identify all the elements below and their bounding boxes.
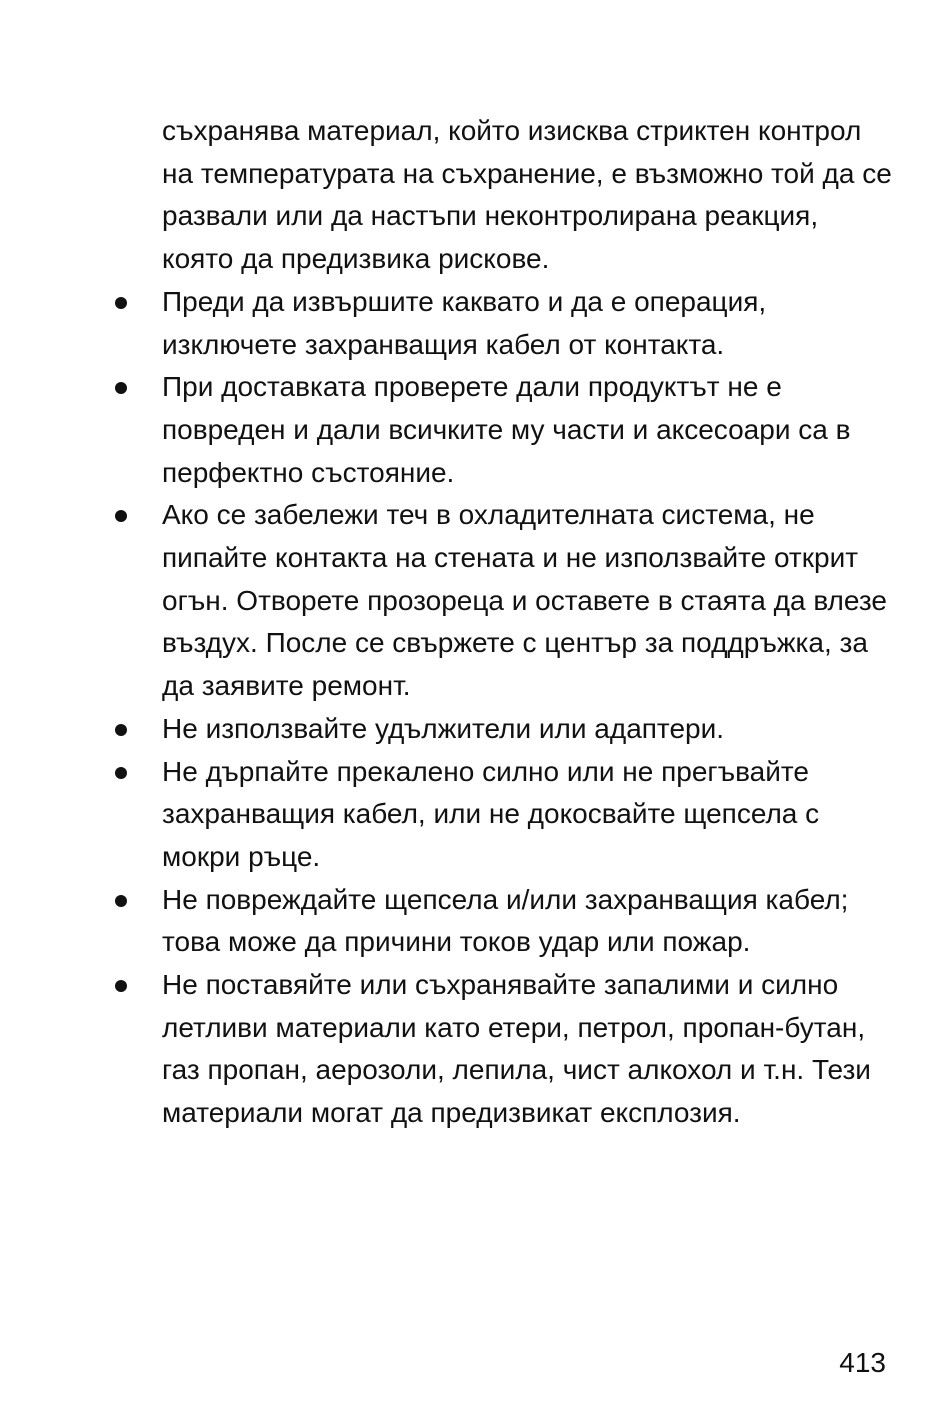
bullet-list — [113, 281, 893, 1135]
list-item — [113, 879, 893, 964]
list-item-text: Преди да извършите каквато и да е операция, изключете захранващия кабел от контакта. — [162, 285, 767, 360]
list-item-text: При доставката проверете дали продуктът не е повреден и дали всичките му части и аксесоари са в перфектно състояние. — [162, 371, 851, 488]
list-item — [113, 494, 893, 708]
bullet-icon — [115, 895, 127, 907]
continuation-paragraph: съхранява материал, който изисква стриктен контрол на температурата на съхранение, е възможно той да се развали или да настъпи неконтролирана реакция, която да предизвика рискове. — [162, 115, 892, 275]
list-item — [113, 751, 893, 879]
page-number: 413 — [839, 1347, 886, 1378]
list-item — [113, 281, 893, 366]
list-item-text: Ако се забележи теч в охладителната система, не пипайте контакта на стената и не използвайте открит огън. Отворете прозореца и оставете в стаята да влезе въздух. После се свържете с център за поддръжка, за да заявите ремонт. — [162, 499, 887, 702]
list-item-text: Не поставяйте или съхранявайте запалими и силно летливи материали като етери, петрол, пропан-бутан, газ пропан, аерозоли, лепила, чист алкохол и т.н. Тези материали могат да предизвикат експлозия. — [162, 969, 871, 1129]
bullet-icon — [115, 980, 127, 992]
list-item — [113, 366, 893, 494]
bullet-icon — [115, 297, 127, 309]
list-item-text: Не използвайте удължители или адаптери. — [162, 712, 725, 744]
list-item-text: Не повреждайте щепсела и/или захранващия кабел; това може да причини токов удар или пожар. — [162, 883, 849, 958]
bullet-icon — [115, 724, 127, 736]
page-content — [113, 110, 893, 1135]
list-item — [113, 708, 893, 751]
list-item — [113, 964, 893, 1135]
bullet-icon — [115, 382, 127, 394]
bullet-icon — [115, 510, 127, 522]
list-item-text: Не дърпайте прекалено силно или не прегъвайте захранващия кабел, или не докосвайте щепсела с мокри ръце. — [162, 755, 820, 872]
bullet-icon — [115, 767, 127, 779]
